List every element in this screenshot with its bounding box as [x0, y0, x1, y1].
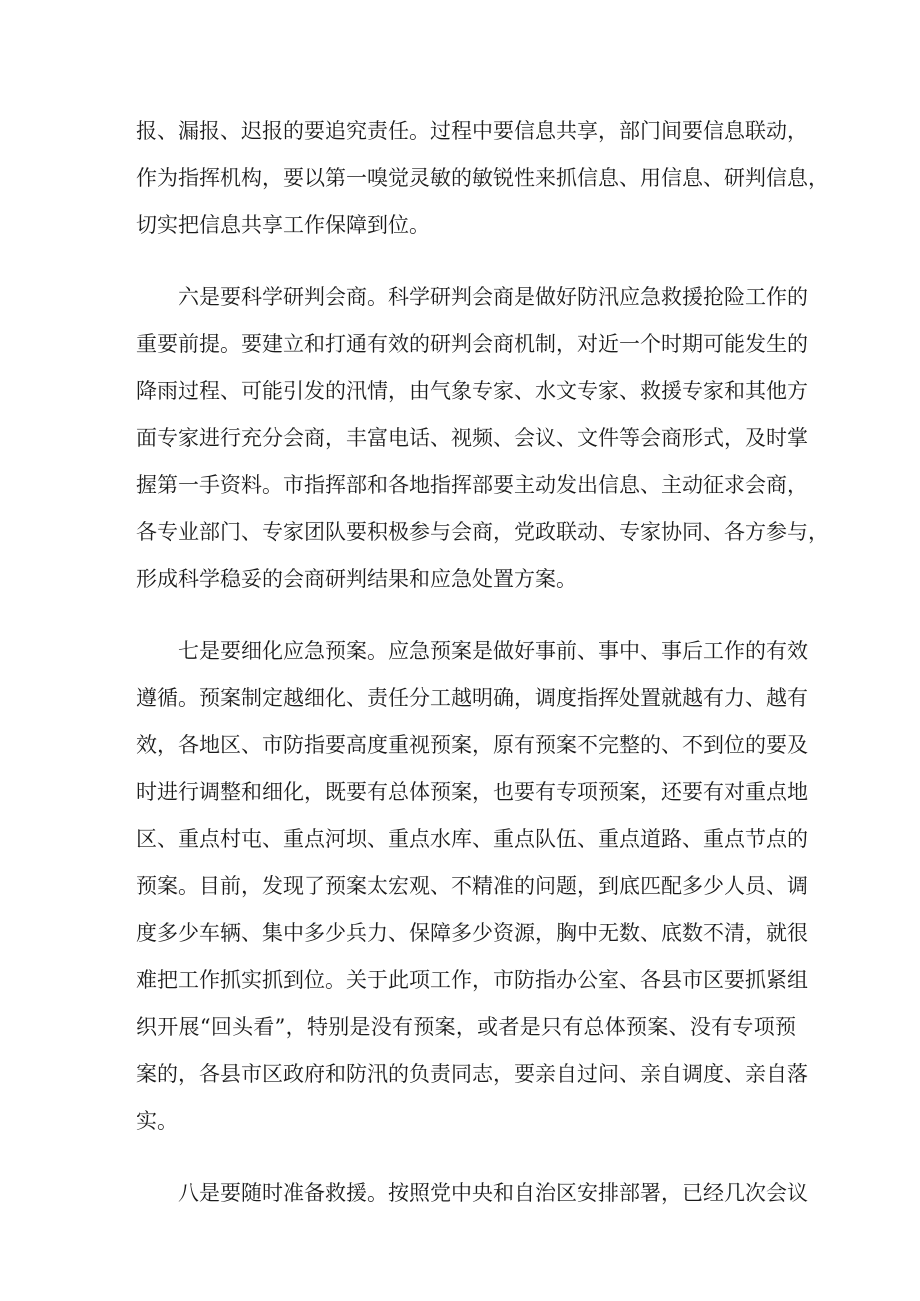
- text-line: 七是要细化应急预案。应急预案是做好事前、事中、事后工作的有效: [178, 639, 808, 663]
- text-line: 六是要科学研判会商。科学研判会商是做好防汛应急救援抢险工作的: [178, 285, 808, 309]
- text-line: 度多少车辆、集中多少兵力、保障多少资源，胸中无数、底数不清，就很: [136, 921, 808, 945]
- text-line: 切实把信息共享工作保障到位。: [136, 213, 430, 237]
- text-line: 区、重点村屯、重点河坝、重点水库、重点队伍、重点道路、重点节点的: [136, 827, 808, 851]
- text-line: 各专业部门、专家团队要积极参与会商，党政联动、专家协同、各方参与，: [136, 520, 829, 544]
- text-line: 实。: [136, 1109, 178, 1133]
- paragraph-emergency-plans: [136, 628, 808, 1145]
- text-line: 重要前提。要建立和打通有效的研判会商机制，对近一个时期可能发生的: [136, 332, 808, 356]
- paragraph-rescue-readiness: [136, 1170, 808, 1217]
- text-line: 时进行调整和细化，既要有总体预案，也要有专项预案，还要有对重点地: [136, 780, 808, 804]
- text-line: 预案。目前，发现了预案太宏观、不精准的问题，到底匹配多少人员、调: [136, 874, 808, 898]
- document-body: [136, 108, 829, 1217]
- text-line: 报、漏报、迟报的要追究责任。过程中要信息共享，部门间要信息联动，: [136, 119, 808, 143]
- text-line: 面专家进行充分会商，丰富电话、视频、会议、文件等会商形式，及时掌: [136, 426, 808, 450]
- text-line: 效，各地区、市防指要高度重视预案，原有预案不完整的、不到位的要及: [136, 733, 808, 757]
- text-line: 难把工作抓实抓到位。关于此项工作，市防指办公室、各县市区要抓紧组: [136, 968, 808, 992]
- paragraph-info-sharing: [136, 108, 829, 249]
- text-line: 降雨过程、可能引发的汛情，由气象专家、水文专家、救援专家和其他方: [136, 379, 808, 403]
- text-line: 案的，各县市区政府和防汛的负责同志，要亲自过问、亲自调度、亲自落: [136, 1062, 808, 1086]
- text-line: 织开展“回头看”，特别是没有预案，或者是只有总体预案、没有专项预: [136, 1015, 796, 1039]
- paragraph-scientific-consultation: [136, 274, 829, 603]
- text-line: 形成科学稳妥的会商研判结果和应急处置方案。: [136, 567, 577, 591]
- text-line: 遵循。预案制定越细化、责任分工越明确，调度指挥处置就越有力、越有: [136, 686, 808, 710]
- text-line: 握第一手资料。市指挥部和各地指挥部要主动发出信息、主动征求会商，: [136, 473, 808, 497]
- text-line: 八是要随时准备救援。按照党中央和自治区安排部署，已经几次会议: [178, 1181, 808, 1205]
- text-line: 作为指挥机构，要以第一嗅觉灵敏的敏锐性来抓信息、用信息、研判信息，: [136, 166, 829, 190]
